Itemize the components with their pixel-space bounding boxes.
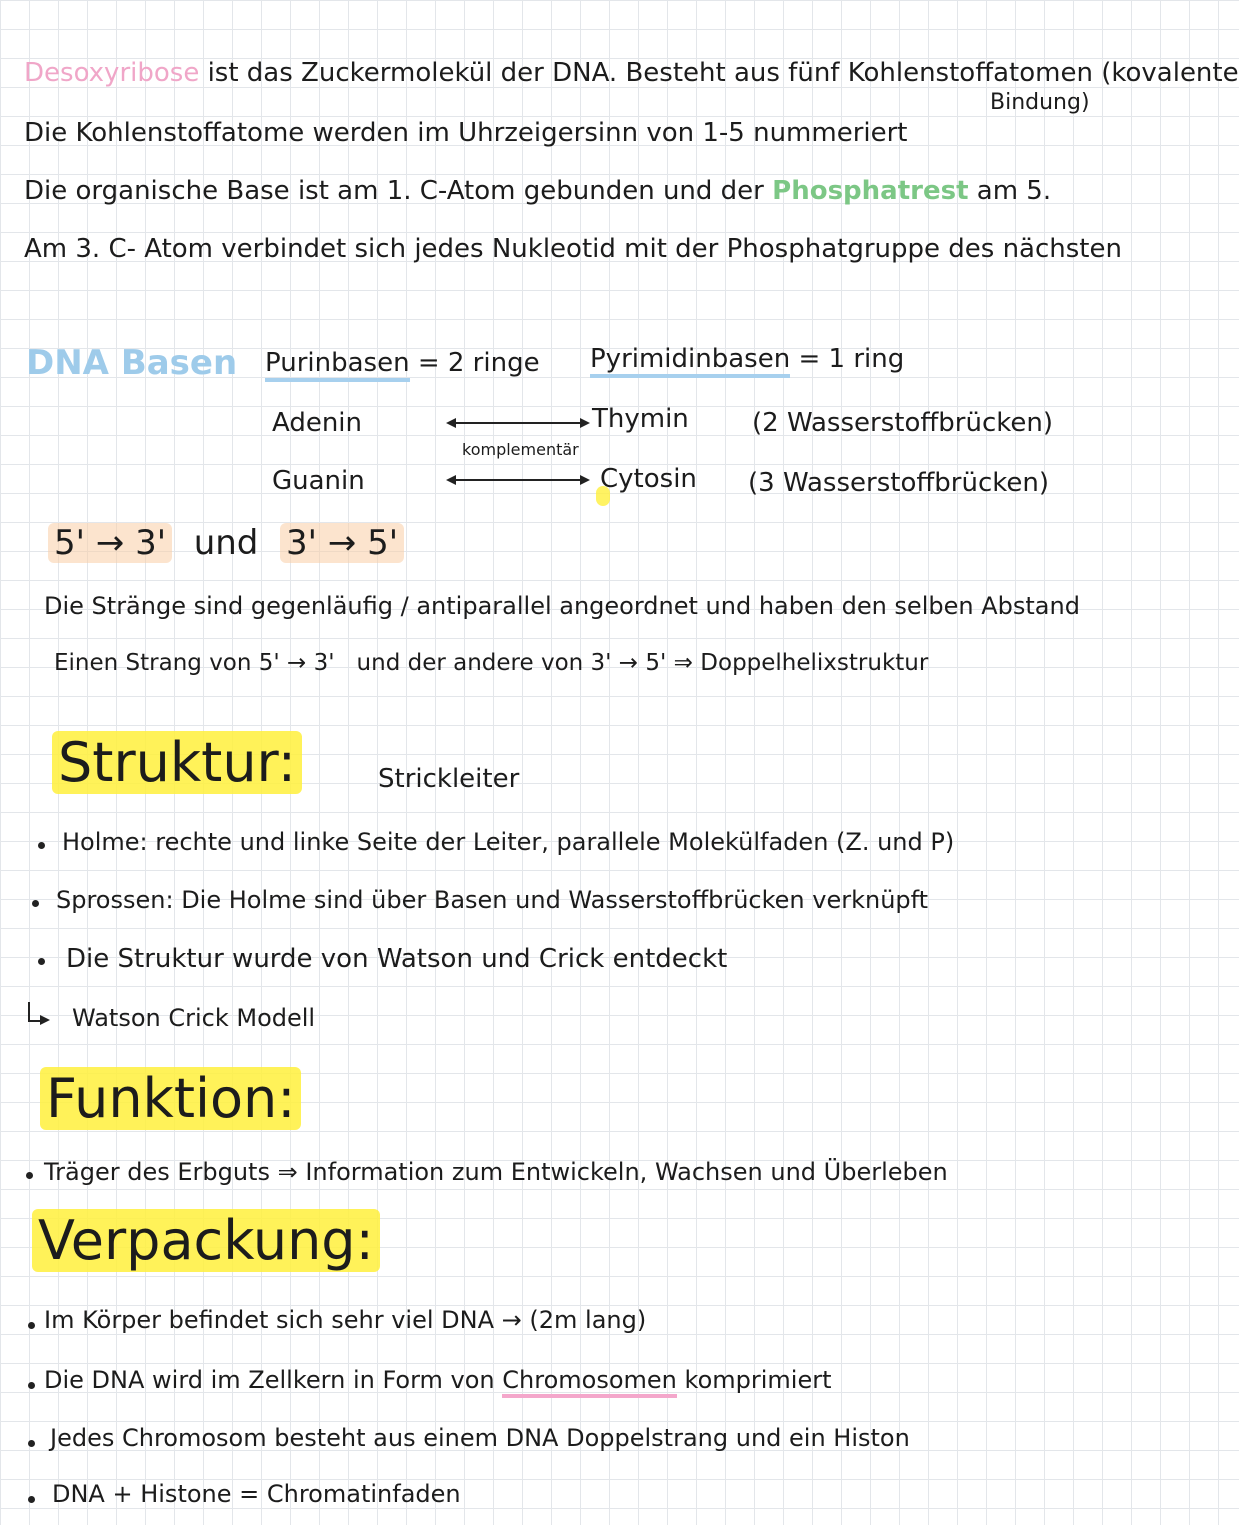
dir-label-b: 3' xyxy=(135,523,167,563)
dir-label-c: 3' xyxy=(286,523,317,563)
sub-arrow-head xyxy=(40,1015,50,1025)
komplementar-label: komplementär xyxy=(462,440,579,459)
verpackung-heading xyxy=(32,1209,380,1272)
verpackung-bullet-1: Im Körper befindet sich sehr viel DNA → (2m lang) xyxy=(44,1306,647,1334)
base-adenin: Adenin xyxy=(272,408,363,438)
funktion-b1-a: Träger des Erbguts xyxy=(44,1158,270,1186)
direction-5-3: 5' → 3' xyxy=(48,523,172,563)
purin-label: Purinbasen xyxy=(265,348,410,382)
dir-line2-d: 5' xyxy=(645,650,667,676)
intro-line-4: Am 3. C- Atom verbindet sich jedes Nukleotid mit der Phosphatgruppe des nächsten xyxy=(24,234,1122,264)
bullet-dot xyxy=(32,900,39,907)
verp-b1-b: (2m lang) xyxy=(529,1306,647,1334)
funktion-heading-text: Funktion: xyxy=(40,1067,301,1130)
dir-line2-b: 3' xyxy=(313,650,335,676)
dir-line2-c: und der andere von 3' xyxy=(356,650,612,676)
dir-line2-a: Einen Strang von 5' xyxy=(54,650,280,676)
bullet-dot xyxy=(38,842,45,849)
direction-3-5: 3' → 5' xyxy=(280,523,404,563)
base-cytosin: Cytosin xyxy=(600,464,697,494)
intro-line-1-text: ist das Zuckermolekül der DNA. Besteht aus fünf Kohlenstoffatomen (kovalente xyxy=(207,58,1239,88)
base-guanin: Guanin xyxy=(272,466,365,496)
intro-line-1 xyxy=(24,60,1239,86)
base-thymin: Thymin xyxy=(592,404,689,434)
phosphatrest-term: Phosphatrest xyxy=(772,176,969,206)
intro-line-3-b: am 5. xyxy=(976,176,1052,206)
funktion-b1-b: Information zum Entwickeln, Wachsen und Überleben xyxy=(305,1158,948,1186)
struktur-bullet-3: Die Struktur wurde von Watson und Crick entdeckt xyxy=(66,944,728,974)
purin-row xyxy=(265,350,540,376)
verpackung-bullet-3: Jedes Chromosom besteht aus einem DNA Doppelstrang und ein Histon xyxy=(50,1424,910,1452)
intro-line-1-wrap: Bindung) xyxy=(990,90,1090,115)
bullet-dot xyxy=(38,958,45,965)
sub-arrow-icon xyxy=(28,1002,40,1022)
funktion-heading xyxy=(40,1067,301,1130)
direction-line-1: Die Stränge sind gegenläufig / antiparallel angeordnet und haben den selben Abstand xyxy=(44,592,1080,620)
desoxyribose-term: Desoxyribose xyxy=(24,58,200,88)
pair2-arrow-head-left xyxy=(446,475,456,485)
intro-line-2: Die Kohlenstoffatome werden im Uhrzeigersinn von 1-5 nummeriert xyxy=(24,118,908,148)
verp-b1-a: Im Körper befindet sich sehr viel DNA xyxy=(44,1306,495,1334)
pair1-arrow xyxy=(452,422,582,424)
intro-line-3 xyxy=(24,178,1051,204)
verp-b2-a: Die DNA wird im Zellkern in Form von xyxy=(44,1366,495,1394)
funktion-bullet-1: Träger des Erbguts ⇒ Information zum Entwickeln, Wachsen und Überleben xyxy=(44,1158,948,1186)
pair1-arrow-head-right xyxy=(580,418,590,428)
struktur-bullet-2: Sprossen: Die Holme sind über Basen und Wasserstoffbrücken verknüpft xyxy=(56,886,929,914)
bullet-dot xyxy=(26,1172,33,1179)
struktur-subtitle: Strickleiter xyxy=(378,764,520,794)
pair1-arrow-head-left xyxy=(446,418,456,428)
pair2-note: (3 Wasserstoffbrücken) xyxy=(748,468,1049,498)
struktur-sub: Watson Crick Modell xyxy=(72,1004,316,1032)
dir-label-d: 5' xyxy=(367,523,399,563)
chromosomen-term: Chromosomen xyxy=(502,1366,677,1398)
intro-line-3-a: Die organische Base ist am 1. C-Atom gebunden und der xyxy=(24,176,764,206)
verp-b2-b: komprimiert xyxy=(684,1366,832,1394)
struktur-heading-text: Struktur: xyxy=(52,731,302,794)
dna-basen-heading: DNA Basen xyxy=(26,343,238,383)
pair2-arrow-head-right xyxy=(580,475,590,485)
dir-connector: und xyxy=(193,523,259,563)
bullet-dot xyxy=(28,1382,35,1389)
verpackung-bullet-2 xyxy=(44,1368,832,1392)
verpackung-heading-text: Verpackung: xyxy=(32,1209,380,1272)
pyrimidin-row xyxy=(590,346,904,372)
pyrimidin-label: Pyrimidinbasen xyxy=(590,344,790,378)
verpackung-bullet-4: DNA + Histone = Chromatinfaden xyxy=(52,1480,461,1508)
bullet-dot xyxy=(28,1322,35,1329)
pair2-arrow xyxy=(452,479,582,481)
pair1-note: (2 Wasserstoffbrücken) xyxy=(752,408,1053,438)
pyrimidin-rings: = 1 ring xyxy=(798,344,905,374)
purin-rings: = 2 ringe xyxy=(417,348,540,378)
dir-label-a: 5' xyxy=(54,523,85,563)
direction-row xyxy=(48,523,404,563)
dir-line2-e: Doppelhelixstruktur xyxy=(700,650,929,676)
direction-line-2: Einen Strang von 5' → 3' und der andere von 3' → 5' ⇒ Doppelhelixstruktur xyxy=(54,650,929,676)
struktur-heading xyxy=(52,731,302,794)
bullet-dot xyxy=(28,1440,35,1447)
struktur-bullet-1: Holme: rechte und linke Seite der Leiter, parallele Molekülfaden (Z. und P) xyxy=(62,828,955,856)
bullet-dot xyxy=(28,1496,35,1503)
